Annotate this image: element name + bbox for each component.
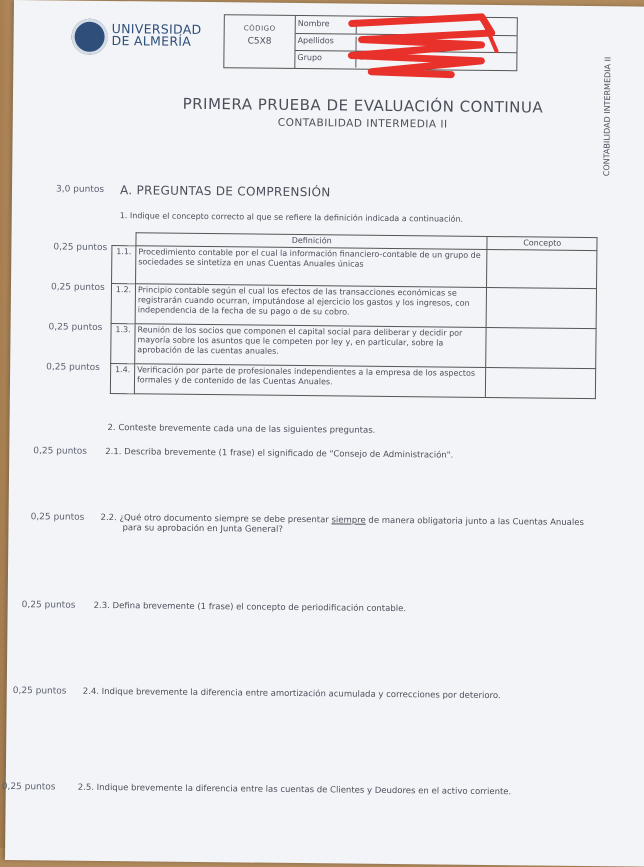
underlined-word: siempre — [331, 515, 366, 526]
exam-sheet — [1, 0, 644, 867]
exam-title: PRIMERA PRUEBA DE EVALUACIÓN CONTINUA — [182, 94, 544, 117]
row-number: 1.1. — [112, 246, 136, 284]
question-2-2: 2.2. ¿Qué otro documento siempre se debe presentar siempre de manera obligatoria junto a las Cuentas Anuales para su aprobación en Junta General? — [100, 512, 584, 535]
university-seal-icon — [71, 19, 107, 55]
question-2-3: 2.3. Defina brevemente (1 frase) el concepto de periodificación contable. — [93, 600, 407, 615]
section-a-instruction: 1. Indique el concepto correcto al que se refiere la definición indicada a continuación. — [119, 211, 464, 224]
section-a-title: A. PREGUNTAS DE COMPRENSIÓN — [119, 183, 331, 200]
row-number: 1.2. — [111, 284, 135, 324]
question-2-4: 2.4. Indique brevemente la diferencia entre amortización acumulada y correcciones por deterioro. — [82, 686, 501, 702]
side-course-label: CONTABILIDAD INTERMEDIA II — [602, 56, 613, 177]
name-label: Nombre — [298, 19, 357, 34]
row-definition: Reunión de los socios que componen el capital social para deliberar y decidir por mayoría sobre los asuntos que le competen por ley y, en particular, sobre la aprobación de las cuentas anuales. — [135, 324, 487, 368]
concept-answer-cell[interactable] — [486, 327, 596, 368]
table-row — [111, 284, 596, 329]
code-cell — [224, 15, 296, 68]
row-number: 1.3. — [111, 324, 135, 364]
row-definition: Procedimiento contable por el cual la información financiero-contable de un grupo de sociedades se sintetiza en unas Cuentas Anuales únicas — [136, 246, 488, 288]
redaction-scribble — [331, 9, 500, 85]
question-2-5: 2.5. Indique brevemente la diferencia entre las cuentas de Clientes y Deudores en el activo corriente. — [77, 782, 512, 798]
concept-answer-cell[interactable] — [487, 249, 597, 288]
exam-subtitle: CONTABILIDAD INTERMEDIA II — [277, 116, 448, 131]
row-2-points: 0,25 puntos — [50, 282, 105, 293]
row-definition: Principio contable según el cual los efectos de las transacciones económicas se registrarán cuando ocurran, imputándose al ejercicio los gastos y los ingresos, con independencia de la fecha de su pago o de su cobro. — [135, 284, 487, 328]
row-definition: Verificación por parte de profesionales independientes a la empresa de los aspectos formales y de contenido de las Cuentas Anuales. — [134, 364, 486, 398]
university-logo — [71, 17, 221, 63]
header-definition: Definición — [136, 233, 488, 250]
q23-points: 0,25 puntos — [21, 600, 76, 611]
table-row — [110, 364, 595, 399]
section-2-instruction: 2. Conteste brevemente cada una de las siguientes preguntas. — [107, 423, 376, 436]
row-3-points: 0,25 puntos — [48, 322, 103, 333]
header-concept: Concepto — [487, 236, 597, 250]
section-a-points: 3,0 puntos — [55, 184, 105, 195]
group-value: B — [359, 52, 366, 63]
code-value: C5X8 — [247, 36, 272, 47]
university-name-line2: DE ALMERÍA — [111, 33, 192, 49]
code-label: CÓDIGO — [243, 24, 276, 33]
university-name-line1: UNIVERSIDAD — [111, 21, 202, 37]
row-1-points: 0,25 puntos — [53, 242, 108, 253]
q25-points: 0,25 puntos — [1, 781, 56, 793]
definitions-table — [110, 232, 598, 399]
question-2-1: 2.1. Describa brevemente (1 frase) el significado de "Consejo de Administración". — [105, 446, 454, 461]
q22-points: 0,25 puntos — [30, 512, 85, 523]
concept-answer-cell[interactable] — [487, 287, 597, 328]
q21-points: 0,25 puntos — [33, 446, 88, 457]
surname-label: Apellidos — [297, 36, 356, 51]
concept-answer-cell[interactable] — [486, 367, 596, 398]
table-row — [112, 246, 597, 289]
q24-points: 0,25 puntos — [12, 686, 67, 697]
table-row — [111, 324, 596, 369]
row-4-points: 0,25 puntos — [46, 362, 100, 373]
group-label: Grupo — [297, 53, 356, 68]
row-number: 1.4. — [110, 364, 134, 394]
